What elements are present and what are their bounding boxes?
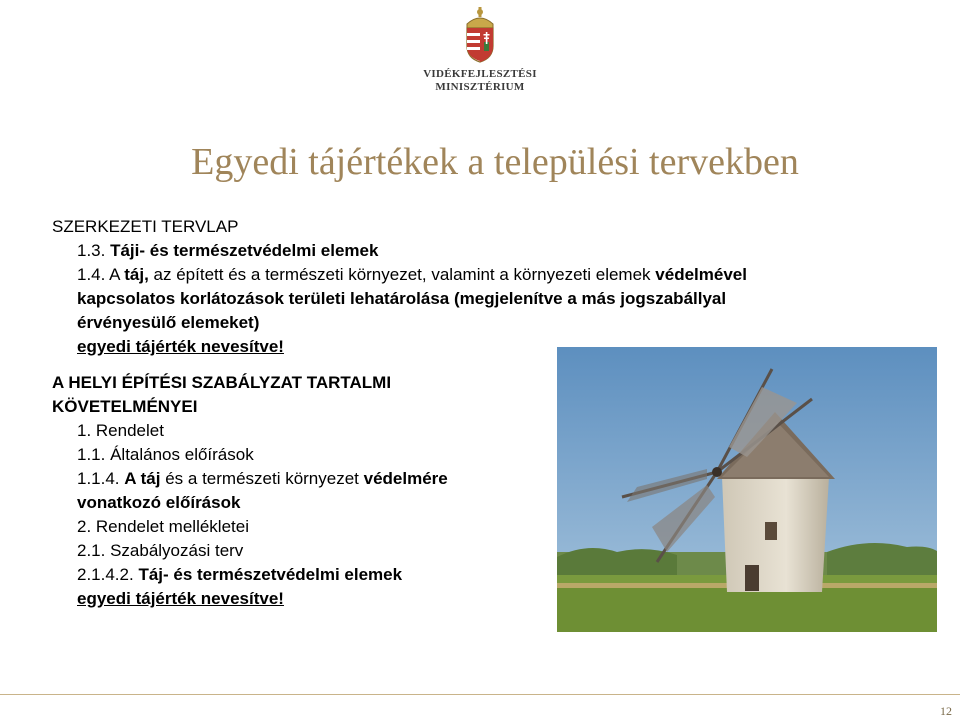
coat-of-arms-icon (462, 6, 498, 64)
line3-text-b: A táj (124, 469, 161, 488)
item2-line4: egyedi tájérték nevesítve! (77, 337, 284, 356)
line7-text-a: 2.1.4.2. (77, 565, 139, 584)
footer-divider (0, 694, 960, 695)
ministry-name-line1: VIDÉKFEJLESZTÉSI (423, 68, 537, 80)
section2-line5: 2. Rendelet mellékletei (77, 517, 249, 536)
section2-line8: egyedi tájérték nevesítve! (77, 589, 284, 608)
section2-heading-line2: KÖVETELMÉNYEI (52, 397, 198, 416)
line3-text-a: 1.1.4. (77, 469, 125, 488)
section2-heading-line1: A HELYI ÉPÍTÉSI SZABÁLYZAT TARTALMI (52, 373, 392, 392)
item2-number: 1.4. (77, 265, 110, 284)
item2-text-d: védelmével (655, 265, 747, 284)
ministry-logo (420, 6, 540, 96)
item2-text-b: táj, (124, 265, 149, 284)
ministry-name-line2: MINISZTÉRIUM (435, 81, 525, 93)
line3-text-c: és a természeti környezet (160, 469, 364, 488)
windmill-photo (557, 347, 937, 632)
section2-line6: 2.1. Szabályozási terv (77, 541, 244, 560)
slide-title: Egyedi tájértékek a települési tervekben (191, 141, 799, 183)
line3-text-d: védelmére (363, 469, 448, 488)
item2-line3: érvényesülő elemeket) (77, 313, 260, 332)
section2-line1: 1. Rendelet (77, 421, 164, 440)
item1-number: 1.3. (77, 241, 111, 260)
line7-text-b: Táj- és természetvédelmi elemek (138, 565, 403, 584)
item1-text: Táji- és természetvédelmi elemek (110, 241, 379, 260)
section1-item2 (52, 263, 852, 287)
page-number: 12 (940, 704, 952, 718)
item2-text-c: az épített és a természeti környezet, valamint a környezeti elemek (148, 265, 656, 284)
item2-line2: kapcsolatos korlátozások területi lehatárolása (megjelenítve a más jogszabállyal (77, 289, 727, 308)
section1-item1 (52, 239, 852, 263)
section2-line4: vonatkozó előírások (77, 493, 241, 512)
section2-line2: 1.1. Általános előírások (77, 445, 254, 464)
section1-heading: SZERKEZETI TERVLAP (52, 217, 239, 236)
item2-text-a: A (109, 265, 125, 284)
